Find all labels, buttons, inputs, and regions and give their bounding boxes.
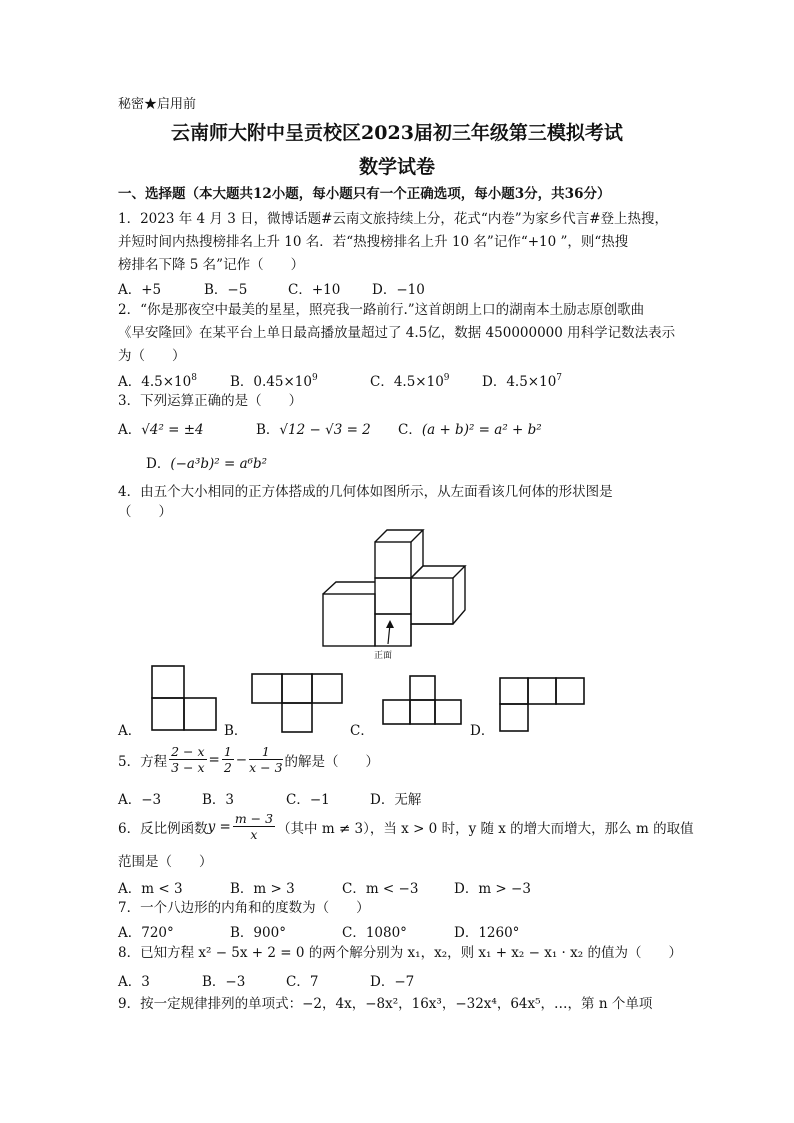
q4-line-1: 4．由五个大小相同的正方体搭成的几何体如图所示，从左面看该几何体的形状图是: [118, 484, 613, 500]
q5-stem: [118, 744, 379, 775]
q6-option-c[interactable]: C．m < −3: [342, 881, 419, 897]
q3-option-b-expr: √12 − √3 = 2: [279, 422, 371, 438]
q4-option-c-shape[interactable]: [380, 674, 464, 726]
q1-option-a[interactable]: A．+5: [118, 282, 162, 298]
q2-option-a[interactable]: [118, 370, 230, 390]
q6-frac-num: m − 3: [234, 811, 274, 826]
q5-frac-right-num: 1: [249, 744, 282, 760]
q6-suffix: （其中 m ≠ 3），当 x > 0 时，y 随 x 的增大而增大，那么 m 的取值: [277, 820, 694, 837]
q7-option-b[interactable]: B．900°: [230, 925, 286, 941]
cube-left: [323, 594, 375, 646]
q5-equals: =: [208, 751, 220, 768]
cube-figure: [318, 524, 478, 660]
q5-suffix: 的解是（ ）: [284, 753, 380, 770]
q5-option-d[interactable]: D．无解: [370, 792, 422, 808]
q6-option-b[interactable]: B．m > 3: [230, 881, 295, 897]
q1-line-2: 并短时间内热搜榜排名上升 10 名．若“热搜榜排名上升 10 名”记作“+10 ”，则“热搜: [118, 234, 629, 250]
q2-option-c-exp: 9: [443, 373, 450, 383]
q8-option-d[interactable]: D．−7: [370, 974, 415, 990]
q1-line-1: 1．2023 年 4 月 3 日，微博话题#云南文旅持续上分，花式“内卷”为家乡代言#登上热搜，: [118, 211, 669, 227]
q5-minus: −: [235, 751, 248, 768]
q2-line-2: 《早安隆回》在某平台上单日最高播放量超过了 4.5亿，数据 450000000 用科学记数法表示: [118, 325, 676, 341]
q5-option-b[interactable]: B．3: [202, 792, 235, 808]
exam-subtitle: 数学试卷: [358, 156, 435, 178]
q3-option-b-label: B．: [256, 422, 280, 438]
q2-option-a-base: A．4.5×10: [118, 374, 192, 390]
q5-frac-left-num: 2 − x: [171, 744, 205, 759]
q5-frac-left: [169, 744, 206, 775]
q2-option-d[interactable]: [482, 370, 562, 390]
q5-frac-mid-den: 2: [223, 760, 232, 775]
q1-option-b[interactable]: B．−5: [204, 282, 248, 298]
q4-option-b-label[interactable]: B．: [224, 723, 248, 739]
q4-option-d-shape[interactable]: [498, 676, 586, 734]
q6-frac-den: x: [250, 827, 258, 842]
q5-frac-mid: [222, 744, 234, 775]
q3-option-d[interactable]: [146, 452, 267, 472]
q3-option-d-expr: (−a³b)² = a⁶b²: [170, 456, 268, 472]
q4-option-c-label[interactable]: C．: [350, 723, 374, 739]
q3-option-a-expr: √4² = ±4: [141, 422, 204, 438]
q3-options-row1: [118, 418, 542, 438]
cube-drawing: [323, 530, 465, 646]
q5-options: [118, 788, 421, 808]
q7-options: [118, 921, 519, 941]
q5-option-c[interactable]: C．−1: [286, 792, 330, 808]
q3-option-c-expr: (a + b)² = a² + b²: [421, 422, 542, 438]
q7-option-c[interactable]: C．1080°: [342, 925, 407, 941]
q5-frac-left-den: 3 − x: [171, 760, 205, 775]
q2-option-a-exp: 8: [191, 373, 197, 383]
q1-options: [118, 278, 425, 298]
q8-option-c[interactable]: C．7: [286, 974, 319, 990]
q6-options: [118, 877, 531, 897]
q6-y-eq: y =: [207, 818, 231, 835]
q4-option-b-shape[interactable]: [250, 672, 344, 734]
q8-stem: 8．已知方程 x² − 5x + 2 = 0 的两个解分别为 x₁，x₂，则 x₁ + x₂ − x₁ · x₂ 的值为（ ）: [118, 945, 682, 961]
q5-option-a[interactable]: A．−3: [118, 792, 162, 808]
q4-line-2: （ ）: [118, 504, 172, 520]
front-caption: 正面: [374, 651, 393, 660]
q2-option-d-base: D．4.5×10: [482, 374, 557, 390]
q1-option-c[interactable]: C．+10: [288, 282, 341, 298]
q5-frac-mid-num: 1: [223, 744, 232, 759]
q8-option-b[interactable]: B．−3: [202, 974, 246, 990]
front-arrow-head: [386, 620, 394, 628]
q2-option-b-base: B．0.45×10: [230, 374, 312, 390]
q3-stem: 3．下列运算正确的是（ ）: [118, 393, 303, 409]
section-heading: 一、选择题（本大题共12小题，每小题只有一个正确选项，每小题3分，共36分）: [118, 186, 611, 202]
secret-mark: 秘密★启用前: [118, 97, 197, 112]
q2-option-c[interactable]: [370, 370, 482, 390]
q6-stem: [118, 811, 694, 842]
q7-stem: 7．一个八边形的内角和的度数为（ ）: [118, 900, 370, 916]
q3-option-b[interactable]: [256, 418, 398, 438]
q8-option-a[interactable]: A．3: [118, 974, 150, 990]
q5-frac-right: [249, 744, 282, 775]
q3-options-row2: [146, 452, 267, 472]
q3-option-c-label: C．: [398, 422, 422, 438]
q4-option-d-label[interactable]: D．: [470, 723, 495, 739]
q5-prefix: 5．方程: [118, 753, 168, 770]
q7-option-d[interactable]: D．1260°: [454, 925, 520, 941]
q2-option-b-exp: 9: [311, 373, 318, 383]
q9-stem: 9．按一定规律排列的单项式：−2，4x，−8x²，16x³，−32x⁴，64x⁵，…，第 n 个单项: [118, 996, 653, 1012]
q4-option-a-shape[interactable]: [150, 664, 220, 734]
q6-option-a[interactable]: A．m < 3: [118, 881, 183, 897]
q5-frac-right-den: x − 3: [249, 760, 283, 775]
q3-option-a[interactable]: [118, 418, 256, 438]
q3-option-c[interactable]: [398, 418, 542, 438]
q2-line-1: 2．“你是那夜空中最美的星星，照亮我一路前行.”这首朗朗上口的湖南本土励志原创歌曲: [118, 302, 645, 318]
q3-option-d-label: D．: [146, 456, 171, 472]
q2-option-d-exp: 7: [556, 373, 563, 383]
q2-option-c-base: C．4.5×10: [370, 374, 444, 390]
q6-line-2: 范围是（ ）: [118, 854, 213, 870]
q6-frac: [233, 811, 275, 842]
exam-title: 云南师大附中呈贡校区2023届初三年级第三模拟考试: [171, 122, 623, 144]
q2-line-3: 为（ ）: [118, 348, 186, 364]
q4-option-a-label[interactable]: A．: [118, 723, 142, 739]
q2-options: [118, 370, 562, 390]
q3-option-a-label: A．: [118, 422, 142, 438]
q1-line-3: 榜排名下降 5 名”记作（ ）: [118, 257, 305, 273]
q8-options: [118, 970, 414, 990]
q6-option-d[interactable]: D．m > −3: [454, 881, 531, 897]
q1-option-d[interactable]: D．−10: [372, 282, 425, 298]
q2-option-b[interactable]: [230, 370, 370, 390]
q6-prefix: 6．反比例函数: [118, 820, 208, 837]
q7-option-a[interactable]: A．720°: [118, 925, 174, 941]
